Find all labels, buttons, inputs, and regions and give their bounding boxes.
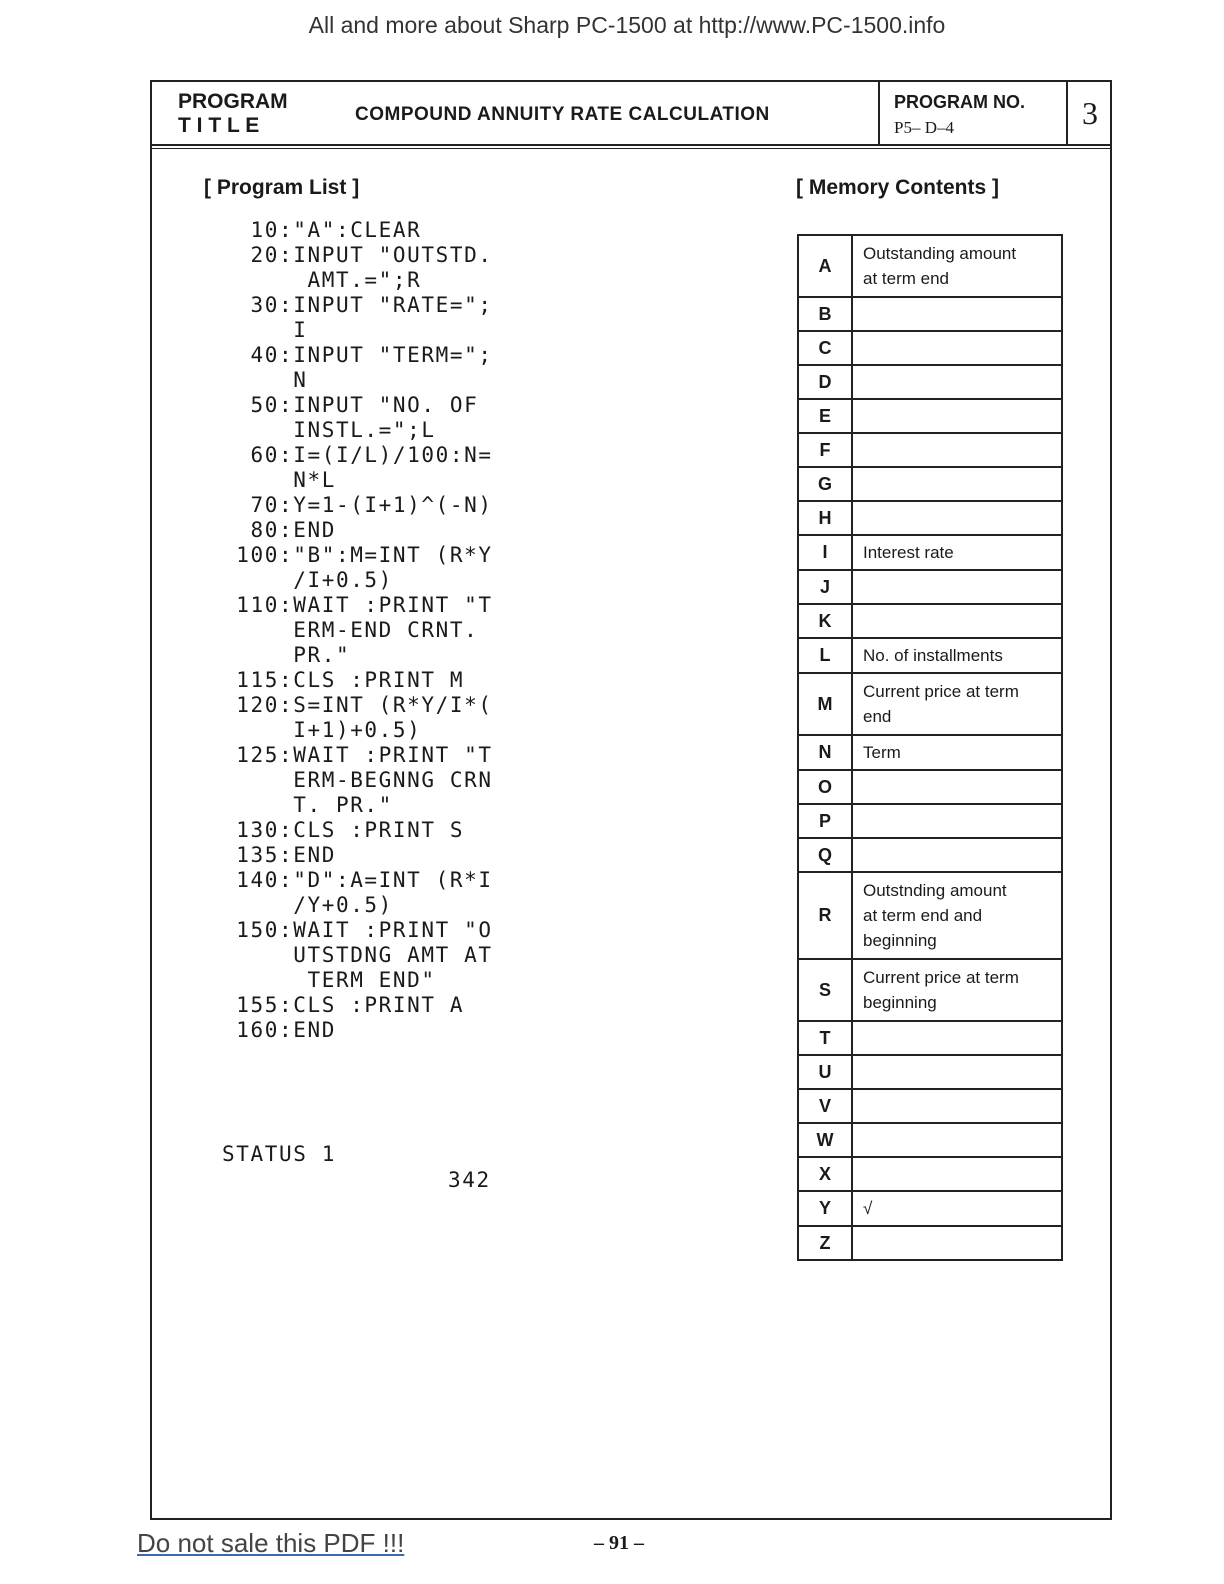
memory-row: [798, 1191, 1062, 1226]
memory-register: T: [798, 1021, 852, 1055]
memory-description: [852, 1089, 1062, 1123]
code-line: ERM-END CRNT.: [293, 618, 479, 642]
program-number-label: PROGRAM NO.: [894, 92, 1026, 112]
memory-description: [852, 1157, 1062, 1191]
memory-description: [852, 331, 1062, 365]
code-line: 50:INPUT "NO. OF: [250, 393, 479, 417]
memory-register: A: [798, 235, 852, 297]
code-line: 130:CLS :PRINT S: [236, 818, 465, 842]
memory-description: [852, 570, 1062, 604]
memory-register: L: [798, 638, 852, 673]
memory-row: [798, 1089, 1062, 1123]
code-line: PR.": [293, 643, 351, 667]
memory-description: [852, 297, 1062, 331]
code-line: 100:"B":M=INT (R*Y: [236, 543, 493, 567]
memory-description: [852, 1123, 1062, 1157]
memory-register: E: [798, 399, 852, 433]
status-line: STATUS 1: [222, 1142, 336, 1166]
memory-description: Outstnding amount at term end and beginning: [852, 872, 1062, 959]
memory-table: [797, 234, 1063, 1261]
code-line: 115:CLS :PRINT M: [236, 668, 465, 692]
program-header: [152, 82, 1110, 146]
code-line: 30:INPUT "RATE=";: [250, 293, 493, 317]
memory-description: No. of installments: [852, 638, 1062, 673]
memory-description: [852, 501, 1062, 535]
memory-row: [798, 804, 1062, 838]
code-line: /I+0.5): [293, 568, 393, 592]
memory-description: [852, 365, 1062, 399]
memory-description: [852, 433, 1062, 467]
step-count: 342: [448, 1168, 491, 1192]
memory-register: Y: [798, 1191, 852, 1226]
memory-description: √: [852, 1191, 1062, 1226]
memory-register: D: [798, 365, 852, 399]
memory-row: [798, 770, 1062, 804]
memory-row: [798, 604, 1062, 638]
memory-register: I: [798, 535, 852, 570]
memory-description: [852, 1055, 1062, 1089]
memory-row: [798, 535, 1062, 570]
code-line: N*L: [293, 468, 336, 492]
memory-description: [852, 838, 1062, 872]
memory-row: [798, 235, 1062, 297]
memory-row: [798, 501, 1062, 535]
code-line: AMT.=";R: [307, 268, 422, 292]
memory-row: [798, 1157, 1062, 1191]
code-line: 135:END: [236, 843, 336, 867]
code-line: INSTL.=";L: [293, 418, 436, 442]
code-line: UTSTDNG AMT AT: [293, 943, 493, 967]
code-line: TERM END": [307, 968, 436, 992]
memory-description: [852, 804, 1062, 838]
memory-register: G: [798, 467, 852, 501]
code-line: 80:END: [250, 518, 336, 542]
header-divider: [152, 148, 1110, 149]
memory-register: V: [798, 1089, 852, 1123]
memory-row: [798, 570, 1062, 604]
memory-description: [852, 1226, 1062, 1260]
memory-row: [798, 838, 1062, 872]
memory-register: N: [798, 735, 852, 770]
code-line: 140:"D":A=INT (R*I: [236, 868, 493, 892]
code-line: /Y+0.5): [293, 893, 393, 917]
code-line: 160:END: [236, 1018, 336, 1042]
memory-description: Outstanding amount at term end: [852, 235, 1062, 297]
memory-row: [798, 1123, 1062, 1157]
code-line: 110:WAIT :PRINT "T: [236, 593, 493, 617]
code-line: T. PR.": [293, 793, 393, 817]
memory-row: [798, 1021, 1062, 1055]
memory-row: [798, 297, 1062, 331]
memory-contents-heading: [ Memory Contents ]: [796, 176, 1000, 199]
code-line: I: [293, 318, 308, 342]
memory-row: [798, 433, 1062, 467]
code-line: 155:CLS :PRINT A: [236, 993, 465, 1017]
memory-row: [798, 1226, 1062, 1260]
program-sheet: [150, 80, 1112, 1520]
code-line: 120:S=INT (R*Y/I*(: [236, 693, 493, 717]
memory-register: W: [798, 1123, 852, 1157]
memory-description: [852, 399, 1062, 433]
footer-notice[interactable]: Do not sale this PDF !!!: [137, 1528, 405, 1558]
code-line: 20:INPUT "OUTSTD.: [250, 243, 493, 267]
memory-row: [798, 331, 1062, 365]
memory-description: Current price at term beginning: [852, 959, 1062, 1021]
memory-row: [798, 735, 1062, 770]
memory-description: Current price at term end: [852, 673, 1062, 735]
memory-row: [798, 872, 1062, 959]
code-line: N: [293, 368, 308, 392]
memory-register: J: [798, 570, 852, 604]
code-line: 70:Y=1-(I+1)^(-N): [250, 493, 493, 517]
memory-register: U: [798, 1055, 852, 1089]
page-number: – 91 –: [594, 1532, 644, 1554]
memory-row: [798, 638, 1062, 673]
memory-description: Term: [852, 735, 1062, 770]
code-line: 150:WAIT :PRINT "O: [236, 918, 493, 942]
memory-register: F: [798, 433, 852, 467]
memory-row: [798, 467, 1062, 501]
memory-row: [798, 1055, 1062, 1089]
memory-description: [852, 770, 1062, 804]
memory-register: C: [798, 331, 852, 365]
memory-description: [852, 604, 1062, 638]
memory-row: [798, 959, 1062, 1021]
program-number-value: P5– D–4: [894, 118, 954, 137]
memory-register: Q: [798, 838, 852, 872]
program-number-box: [878, 82, 1066, 144]
code-line: 125:WAIT :PRINT "T: [236, 743, 493, 767]
memory-row: [798, 399, 1062, 433]
memory-row: [798, 365, 1062, 399]
page-index: 3: [1066, 82, 1112, 144]
memory-description: Interest rate: [852, 535, 1062, 570]
memory-register: M: [798, 673, 852, 735]
code-line: 60:I=(I/L)/100:N=: [250, 443, 493, 467]
site-banner: All and more about Sharp PC-1500 at http://www.PC-1500.info: [308, 12, 946, 38]
program-listing: [222, 218, 493, 1043]
program-list-heading: [ Program List ]: [204, 176, 360, 199]
memory-register: K: [798, 604, 852, 638]
program-title: COMPOUND ANNUITY RATE CALCULATION: [355, 104, 770, 125]
code-line: I+1)+0.5): [293, 718, 422, 742]
memory-register: X: [798, 1157, 852, 1191]
memory-register: B: [798, 297, 852, 331]
memory-row: [798, 673, 1062, 735]
memory-register: H: [798, 501, 852, 535]
memory-register: R: [798, 872, 852, 959]
memory-register: O: [798, 770, 852, 804]
program-title-label: PROGRAM T I T L E: [178, 90, 288, 137]
memory-description: [852, 467, 1062, 501]
memory-description: [852, 1021, 1062, 1055]
code-line: 10:"A":CLEAR: [250, 218, 422, 242]
memory-register: P: [798, 804, 852, 838]
memory-register: Z: [798, 1226, 852, 1260]
memory-register: S: [798, 959, 852, 1021]
code-line: 40:INPUT "TERM=";: [250, 343, 493, 367]
code-line: ERM-BEGNNG CRN: [293, 768, 493, 792]
